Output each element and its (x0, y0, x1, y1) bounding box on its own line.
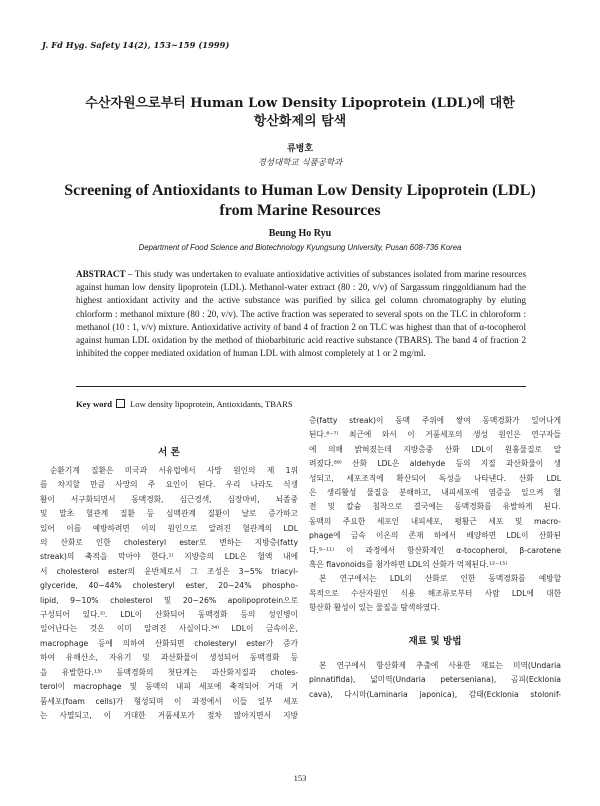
text-line: 층(fatty streak)이 동맥 주위에 쌓여 동맥경화가 일어나게 (309, 416, 561, 425)
text-line: 본 연구에서는 LDL의 산화로 인한 동맥경화를 예방할 (319, 574, 561, 584)
keywords (76, 399, 293, 409)
text-line: 일어난다는 것은 이미 알려진 사실이다.³⁴⁾ LDL이 금속이온, (40, 624, 298, 634)
text-line: 하여 유해산소, 자유기 및 과산화물이 생성되어 동맥경화 등 (40, 653, 298, 663)
text-line: 본 연구에서 항산화제 추출에 사용한 재료는 미역(Undaria (319, 661, 561, 670)
intro-left-column (40, 464, 298, 723)
english-author: Beung Ho Ryu (268, 228, 332, 239)
text-line: 혹은 flavonoids를 첨가하면 LDL의 산화가 억제된다.¹²⁻¹⁵⁾ (309, 560, 508, 570)
text-line: 활이 서구화되면서 동맥경화, 심근경색, 심장마비, 뇌졸중 (40, 494, 298, 504)
text-line: lipid, 9~10% cholesterol 및 20~26% apolipoprotein으로 (40, 595, 298, 605)
text-line: cava), 다시마(Laminaria japonica), 감태(Ecklonia stolonif- (309, 689, 561, 699)
text-line: 순환기계 질환은 미국과 서유럽에서 사망 원인의 제 1위 (50, 466, 298, 475)
page-number: 153 (293, 773, 307, 783)
text-line: phage에 금속 이온의 존재 하에서 배양하면 LDL이 산화된 (309, 531, 561, 541)
text-line: 전 및 칼슘 침착으로 결국에는 동맥경화를 유발하게 된다. (309, 502, 561, 512)
keyword-text: Low density lipoprotein, Antioxidants, TBARS (130, 399, 293, 409)
text-line: 다.⁹⁻¹¹⁾ 이 과정에서 항산화제인 α-tocopherol, β-carotene (309, 545, 561, 555)
abstract (76, 268, 526, 360)
text-line: 구성되어 있다.²⁾. LDL이 산화되어 동맥경화 등의 성인병이 (40, 610, 298, 620)
english-title (0, 181, 600, 221)
text-line: 는 사멸되고, 이 거대한 거품세포가 점차 많아지면서 지방 (40, 710, 298, 720)
text-line: 및 말초 혈관계 질환 등 심맥관계 질환이 날로 증가하고 (40, 509, 298, 519)
text-line: 된다.⁶⁻⁷⁾ 최근에 와서 이 거품세포의 생성 원인은 연구자들 (309, 430, 561, 440)
text-line: terol이 macrophage 및 동맥의 내피 세포에 축적되어 거대 거 (40, 682, 298, 692)
text-line: 동맥의 주요한 세포인 내피세포, 평활근 세포 및 macro- (309, 516, 561, 526)
text-line: 품세포(foam cells)가 형성되며 이 과정에서 이들 일부 세포 (40, 696, 298, 706)
text-line: pinnatifida), 넓미역(Undaria peterseniana), 곰피(Ecklonia (309, 675, 561, 685)
abstract-label: ABSTRACT (76, 269, 126, 279)
english-title-line: from Marine Resources (219, 202, 381, 219)
text-line: 은 생리활성 물질을 분해하고, 내피세포에 염증을 일으켜 혈 (309, 488, 561, 498)
text-line: streak)의 축적을 막아야 한다.¹⁾ 지방층의 LDL은 혈액 내에 (40, 552, 298, 562)
text-line: 있어 이를 예방하려면 이의 원인으로 알려진 혈관계의 LDL (40, 523, 298, 533)
text-line: 목적으로 수산자원인 식용 해조류로부터 사람 LDL에 대한 (309, 588, 561, 598)
english-affiliation: Department of Food Science and Biotechnology Kyungsung University, Pusan 608-736 Korea (138, 243, 462, 252)
english-title-line: Screening of Antioxidants to Human Low Density Lipoprotein (LDL) (64, 182, 536, 199)
abstract-text: – This study was undertaken to evaluate antioxidative activities of substances isolated from marine resources against human low density lipoprotein (LDL). Methanol-water extract (80 : 20, v/v) of Sargassum ringgoldianum had the highest antioxidant activity and the active substance was purified by silica gel column chromatography by eluting chlorform : methanol mixture (80 : 20, v/v). The active fraction was seperated to several spots on the TLC in chloroform : methanol (10 : 1, v/v) mixture. Antioxidative activity of band 4 of fraction 2 on TLC was highest than that of α-tocopherol against human LDL oxidation by the method of thiobarbituric acid reactive substance (TBARS). The band 4 of fraction 2 inhibited the copper mediated oxidation of human LDL with almost completely at 1 or 2 mg/ml. (76, 269, 526, 359)
text-line: glyceride, 40~44% cholesteryl ester, 20~24% phospho- (40, 581, 298, 591)
text-line: 항산화 활성이 있는 물질을 탐색하였다. (309, 603, 441, 613)
journal-citation: J. Fd Hyg. Safety 14(2), 153~159 (1999) (42, 40, 230, 50)
text-line: 성되고, 세포조직에 확산되어 독성을 나타낸다. 산화 LDL (309, 473, 561, 483)
korean-title-line: 수산자원으로부터 Human Low Density Lipoprotein (LDL)에 대한 (85, 96, 515, 111)
text-line: 의 산화로 인한 cholesteryl ester로 변하는 지방층(fatty (40, 538, 298, 548)
methods-column (309, 659, 561, 702)
methods-heading: 재료 및 방법 (408, 636, 462, 647)
korean-title (0, 95, 600, 131)
text-line: 려졌다.⁸⁹⁾ 산화 LDL은 aldehyde 등의 지질 과산화물이 생 (309, 459, 561, 469)
korean-title-line: 항산화제의 탐색 (253, 114, 347, 129)
text-line: 에 의해 밝혀졌는데 지방층중 산화 LDL이 원흉물질로 알 (309, 444, 561, 454)
korean-affiliation: 경성대학교 식품공학과 (257, 158, 343, 168)
korean-author: 류병호 (286, 144, 314, 154)
text-line: 서 cholesterol ester의 운반체로서 그 조성은 3~5% triacyl- (40, 566, 298, 576)
keyword-label: Key word (76, 399, 113, 409)
text-line: 를 차지할 만큼 사망의 주 요인이 된다. 우리 나라도 식생 (40, 480, 298, 490)
intro-right-column (309, 414, 561, 616)
intro-heading: 서 론 (158, 447, 180, 458)
checkbox-square-icon (116, 399, 125, 408)
abstract-divider (76, 386, 526, 387)
text-line: 을 유발한다.¹³⁾ 동맥경화의 첫단계는 과산화지질과 choles- (40, 667, 298, 677)
text-line: macrophage 등에 의하여 산화되면 cholesteryl ester가 증가 (40, 638, 298, 648)
